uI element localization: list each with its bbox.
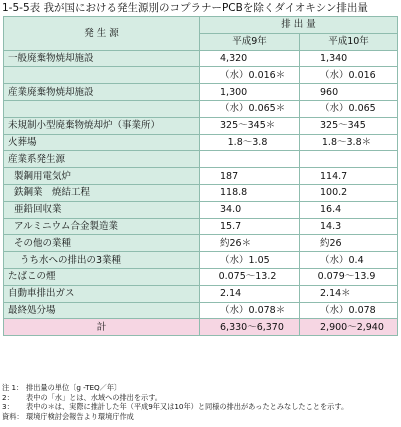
value-h10: 2.14＊ xyxy=(300,285,398,302)
table-row xyxy=(4,285,398,302)
value-h9: 118.8 xyxy=(200,184,300,201)
value-h9: （水）0.078＊ xyxy=(200,302,300,319)
table-row xyxy=(4,117,398,134)
value-h9 xyxy=(200,151,300,168)
table-row xyxy=(4,100,398,117)
value-h10: 14.3 xyxy=(300,218,398,235)
table-row xyxy=(4,50,398,67)
footnote-text: 表中の＊は、実際に推計した年（平成9年又は10年）と同様の排出があったとみなしたことを示す。 xyxy=(26,402,349,412)
table-row xyxy=(4,151,398,168)
table-row xyxy=(4,84,398,101)
total-value-h9: 6,330～6,370 xyxy=(200,319,300,336)
table-row xyxy=(4,235,398,252)
value-h9: 1.8～3.8 xyxy=(200,134,300,151)
table-body xyxy=(4,50,398,336)
table-row xyxy=(4,268,398,285)
value-h10: 約26 xyxy=(300,235,398,252)
value-h10: 1,340 xyxy=(300,50,398,67)
value-h9: 2.14 xyxy=(200,285,300,302)
row-label xyxy=(4,67,200,84)
row-label: 最終処分場 xyxy=(4,302,200,319)
value-h9: 15.7 xyxy=(200,218,300,235)
value-h10: 16.4 xyxy=(300,201,398,218)
row-label: 鉄鋼業 焼結工程 xyxy=(4,184,200,201)
emissions-table xyxy=(3,16,398,336)
footnote-key: 2： xyxy=(2,392,14,402)
table-row xyxy=(4,218,398,235)
row-label: 産業廃棄物焼却施設 xyxy=(4,84,200,101)
table-row xyxy=(4,252,398,269)
table-row xyxy=(4,302,398,319)
row-label: 製鋼用電気炉 xyxy=(4,168,200,185)
table-row xyxy=(4,184,398,201)
table-title: 1-5-5表 我が国における発生源別のコプラナーPCBを除くダイオキシン排出量 xyxy=(2,2,368,14)
footnote xyxy=(2,383,400,393)
value-h9: （水）1.05 xyxy=(200,252,300,269)
header-year-h10: 平成10年 xyxy=(300,33,398,50)
value-h10: 114.7 xyxy=(300,168,398,185)
footnote xyxy=(2,412,400,422)
value-h10: 0.079～13.9 xyxy=(300,268,398,285)
value-h10: （水）0.065 xyxy=(300,100,398,117)
value-h9: 34.0 xyxy=(200,201,300,218)
row-label xyxy=(4,100,200,117)
value-h10: 325～345 xyxy=(300,117,398,134)
table-row xyxy=(4,67,398,84)
total-value-h10: 2,900～2,940 xyxy=(300,319,398,336)
value-h9: （水）0.016＊ xyxy=(200,67,300,84)
row-label: 産業系発生源 xyxy=(4,151,200,168)
value-h9: 0.075～13.2 xyxy=(200,268,300,285)
footnotes xyxy=(2,383,400,421)
row-label: たばこの煙 xyxy=(4,268,200,285)
value-h10: 100.2 xyxy=(300,184,398,201)
value-h10: 960 xyxy=(300,84,398,101)
row-label: 未規制小型廃棄物焼却炉（事業所） xyxy=(4,117,200,134)
header-source: 発 生 源 xyxy=(4,17,200,51)
value-h10: （水）0.016 xyxy=(300,67,398,84)
footnote-key: 資料： xyxy=(2,411,24,421)
row-label: その他の業種 xyxy=(4,235,200,252)
footnote-text: 環境庁検討会報告より環境庁作成 xyxy=(26,411,134,421)
row-label: 自動車排出ガス xyxy=(4,285,200,302)
table-row xyxy=(4,134,398,151)
footnote xyxy=(2,402,400,412)
value-h10 xyxy=(300,151,398,168)
value-h9: 187 xyxy=(200,168,300,185)
footnote-key: 注 1： xyxy=(2,383,24,392)
row-label: 一般廃棄物焼却施設 xyxy=(4,50,200,67)
row-label: アルミニウム合金製造業 xyxy=(4,218,200,235)
value-h9: 325～345＊ xyxy=(200,117,300,134)
value-h10: （水）0.4 xyxy=(300,252,398,269)
footnote-key: 3： xyxy=(2,402,14,412)
value-h10: 1.8～3.8＊ xyxy=(300,134,398,151)
table-row xyxy=(4,201,398,218)
row-label: 亜鉛回収業 xyxy=(4,201,200,218)
header-emission: 排 出 量 xyxy=(200,17,398,34)
value-h9: （水）0.065＊ xyxy=(200,100,300,117)
footnote-text: 排出量の単位〔g -TEQ／年〕 xyxy=(26,383,122,392)
row-label: うち水への排出の3業種 xyxy=(4,252,200,269)
footnote-text: 表中の「水」とは、水域への排出を示す。 xyxy=(26,392,162,402)
table-row xyxy=(4,168,398,185)
value-h9: 約26＊ xyxy=(200,235,300,252)
value-h10: （水）0.078 xyxy=(300,302,398,319)
value-h9: 4,320 xyxy=(200,50,300,67)
total-row xyxy=(4,319,398,336)
total-label: 計 xyxy=(4,319,200,336)
footnote xyxy=(2,393,400,403)
value-h9: 1,300 xyxy=(200,84,300,101)
row-label: 火葬場 xyxy=(4,134,200,151)
header-year-h9: 平成9年 xyxy=(200,33,300,50)
